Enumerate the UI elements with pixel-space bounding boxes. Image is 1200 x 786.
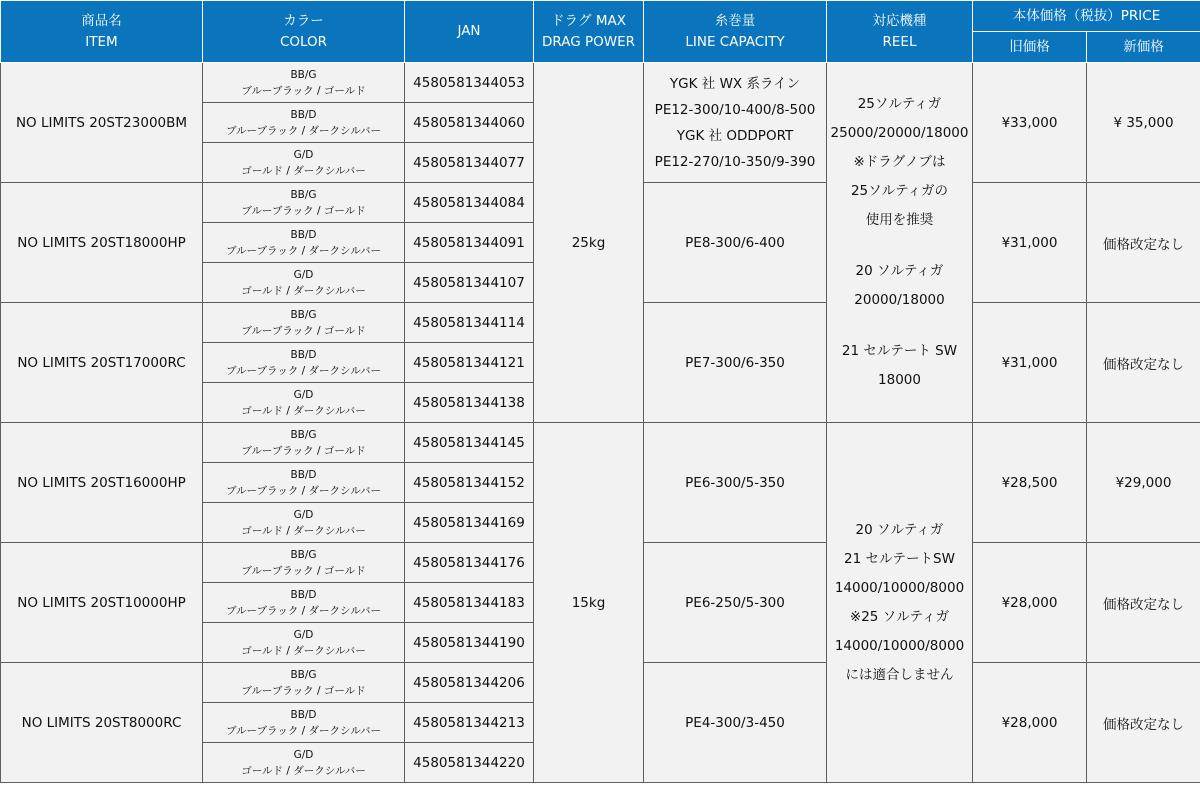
- header-reel-en: REEL: [882, 33, 917, 50]
- product-name: NO LIMITS 20ST10000HP: [1, 543, 203, 663]
- header-line-ja: 糸巻量: [714, 12, 756, 29]
- color-cell: [203, 103, 405, 143]
- color-code: BB/G: [290, 308, 317, 321]
- color-name: ブルーブラック / ゴールド: [241, 444, 366, 457]
- header-color-ja: カラー: [283, 12, 324, 29]
- color-name: ゴールド / ダークシルバー: [241, 764, 366, 777]
- line-capacity-line: PE6-300/5-350: [685, 474, 785, 491]
- color-cell: [203, 63, 405, 103]
- line-capacity-line: PE12-270/10-350/9-390: [654, 153, 816, 170]
- color-cell: [203, 343, 405, 383]
- color-cell: [203, 583, 405, 623]
- table-row: [1, 63, 1200, 103]
- color-code: BB/D: [290, 228, 317, 241]
- color-name: ブルーブラック / ダークシルバー: [225, 724, 382, 737]
- line-capacity: [644, 63, 827, 183]
- line-capacity-line: YGK 社 WX 系ライン: [669, 75, 801, 92]
- color-cell: [203, 743, 405, 783]
- color-name: ブルーブラック / ゴールド: [241, 84, 366, 97]
- jan-code: 4580581344169: [405, 503, 534, 543]
- old-price: ¥28,000: [973, 543, 1087, 663]
- jan-code: 4580581344220: [405, 743, 534, 783]
- color-code: BB/G: [290, 428, 317, 441]
- header-item-en: ITEM: [85, 33, 118, 50]
- color-name: ブルーブラック / ダークシルバー: [225, 364, 382, 377]
- color-cell: [203, 263, 405, 303]
- color-name: ゴールド / ダークシルバー: [241, 404, 366, 417]
- header-drag: [534, 1, 644, 63]
- old-price: ¥28,500: [973, 423, 1087, 543]
- color-cell: [203, 383, 405, 423]
- color-cell: [203, 663, 405, 703]
- color-code: BB/G: [290, 668, 317, 681]
- color-cell: [203, 143, 405, 183]
- old-price: ¥33,000: [973, 63, 1087, 183]
- reel-line: ※ドラグノブは: [853, 154, 946, 170]
- line-capacity: [644, 423, 827, 543]
- reel-line: 使用を推奨: [865, 212, 934, 228]
- reel-line: 21 セルテート SW: [841, 343, 958, 359]
- jan-code: 4580581344107: [405, 263, 534, 303]
- color-name: ゴールド / ダークシルバー: [241, 524, 366, 537]
- color-name: ブルーブラック / ゴールド: [241, 204, 366, 217]
- header-drag-en: DRAG POWER: [541, 33, 635, 50]
- jan-code: 4580581344138: [405, 383, 534, 423]
- old-price: ¥31,000: [973, 183, 1087, 303]
- color-code: BB/D: [290, 108, 317, 121]
- product-name: NO LIMITS 20ST8000RC: [1, 663, 203, 783]
- jan-code: 4580581344152: [405, 463, 534, 503]
- reel-line: 20 ソルティガ: [855, 263, 944, 279]
- color-code: G/D: [293, 268, 314, 281]
- new-price: ¥29,000: [1087, 423, 1200, 543]
- reel-line: 14000/10000/8000: [834, 579, 965, 596]
- header-drag-ja: ドラグ MAX: [551, 12, 626, 29]
- jan-code: 4580581344060: [405, 103, 534, 143]
- color-name: ブルーブラック / ゴールド: [241, 324, 366, 337]
- reel-line: 14000/10000/8000: [834, 637, 965, 654]
- color-code: G/D: [293, 148, 314, 161]
- jan-code: 4580581344114: [405, 303, 534, 343]
- line-capacity-line: PE6-250/5-300: [685, 594, 785, 611]
- reel-gap: [827, 235, 972, 257]
- color-cell: [203, 543, 405, 583]
- reel-line: には適合しません: [845, 666, 954, 683]
- line-capacity: [644, 303, 827, 423]
- header-item: [1, 1, 203, 63]
- product-name: NO LIMITS 20ST16000HP: [1, 423, 203, 543]
- header-line-en: LINE CAPACITY: [685, 33, 785, 50]
- color-name: ブルーブラック / ゴールド: [241, 564, 366, 577]
- color-code: G/D: [293, 628, 314, 641]
- color-code: BB/D: [290, 708, 317, 721]
- color-code: G/D: [293, 388, 314, 401]
- color-code: G/D: [293, 508, 314, 521]
- reel-line: 18000: [878, 372, 921, 388]
- line-capacity: [644, 183, 827, 303]
- color-name: ブルーブラック / ゴールド: [241, 684, 366, 697]
- color-cell: [203, 223, 405, 263]
- table-row: [1, 423, 1200, 463]
- line-capacity: [644, 663, 827, 783]
- color-cell: [203, 503, 405, 543]
- product-name: NO LIMITS 20ST23000BM: [1, 63, 203, 183]
- color-name: ゴールド / ダークシルバー: [241, 164, 366, 177]
- color-code: BB/G: [290, 548, 317, 561]
- jan-code: 4580581344206: [405, 663, 534, 703]
- drag-power: 25kg: [534, 63, 644, 423]
- line-capacity-line: PE12-300/10-400/8-500: [654, 101, 816, 118]
- reel-line: 25ソルティガ: [857, 96, 942, 112]
- color-cell: [203, 183, 405, 223]
- header-line: [644, 1, 827, 63]
- old-price: ¥31,000: [973, 303, 1087, 423]
- reel-line: 25ソルティガの: [850, 183, 949, 199]
- jan-code: 4580581344176: [405, 543, 534, 583]
- jan-code: 4580581344053: [405, 63, 534, 103]
- jan-code: 4580581344213: [405, 703, 534, 743]
- color-cell: [203, 423, 405, 463]
- jan-code: 4580581344121: [405, 343, 534, 383]
- product-name: NO LIMITS 20ST17000RC: [1, 303, 203, 423]
- color-name: ブルーブラック / ダークシルバー: [225, 484, 382, 497]
- new-price: 価格改定なし: [1087, 303, 1200, 423]
- color-code: G/D: [293, 748, 314, 761]
- line-capacity-line: PE8-300/6-400: [685, 234, 785, 251]
- new-price: 価格改定なし: [1087, 183, 1200, 303]
- color-cell: [203, 303, 405, 343]
- line-capacity-line: PE7-300/6-350: [685, 354, 785, 371]
- jan-code: 4580581344183: [405, 583, 534, 623]
- header-reel-ja: 対応機種: [872, 12, 927, 29]
- color-name: ブルーブラック / ダークシルバー: [225, 124, 382, 137]
- header-item-ja: 商品名: [81, 12, 122, 29]
- drag-power: 15kg: [534, 423, 644, 783]
- jan-code: 4580581344084: [405, 183, 534, 223]
- product-name: NO LIMITS 20ST18000HP: [1, 183, 203, 303]
- color-name: ゴールド / ダークシルバー: [241, 644, 366, 657]
- color-name: ブルーブラック / ダークシルバー: [225, 604, 382, 617]
- compatible-reels: [827, 63, 973, 423]
- header-color-en: COLOR: [279, 33, 328, 50]
- jan-code: 4580581344091: [405, 223, 534, 263]
- color-name: ブルーブラック / ダークシルバー: [225, 244, 382, 257]
- header-old-price: 旧価格: [973, 32, 1087, 63]
- line-capacity-line: PE4-300/3-450: [685, 714, 785, 731]
- color-cell: [203, 703, 405, 743]
- header-price-group: 本体価格（税抜）PRICE: [973, 1, 1200, 32]
- color-code: BB/G: [290, 68, 317, 81]
- header-new-price: 新価格: [1087, 32, 1200, 63]
- reel-line: 21 セルテートSW: [844, 550, 955, 567]
- color-cell: [203, 623, 405, 663]
- reel-line: ※25 ソルティガ: [849, 608, 950, 625]
- jan-code: 4580581344190: [405, 623, 534, 663]
- line-capacity-line: YGK 社 ODDPORT: [676, 127, 794, 144]
- header-reel: [827, 1, 973, 63]
- reel-gap: [827, 315, 972, 337]
- new-price: 価格改定なし: [1087, 543, 1200, 663]
- color-code: BB/D: [290, 468, 317, 481]
- header-color: [203, 1, 405, 63]
- color-code: BB/D: [290, 348, 317, 361]
- compatible-reels: [827, 423, 973, 783]
- reel-line: 20 ソルティガ: [855, 521, 944, 538]
- color-name: ゴールド / ダークシルバー: [241, 284, 366, 297]
- reel-line: 20000/18000: [854, 292, 945, 308]
- reel-line: 25000/20000/18000: [830, 125, 969, 141]
- line-capacity: [644, 543, 827, 663]
- old-price: ¥28,000: [973, 663, 1087, 783]
- jan-code: 4580581344077: [405, 143, 534, 183]
- color-code: BB/D: [290, 588, 317, 601]
- new-price: ¥ 35,000: [1087, 63, 1200, 183]
- color-cell: [203, 463, 405, 503]
- new-price: 価格改定なし: [1087, 663, 1200, 783]
- jan-code: 4580581344145: [405, 423, 534, 463]
- header-jan: JAN: [405, 1, 534, 63]
- color-code: BB/G: [290, 188, 317, 201]
